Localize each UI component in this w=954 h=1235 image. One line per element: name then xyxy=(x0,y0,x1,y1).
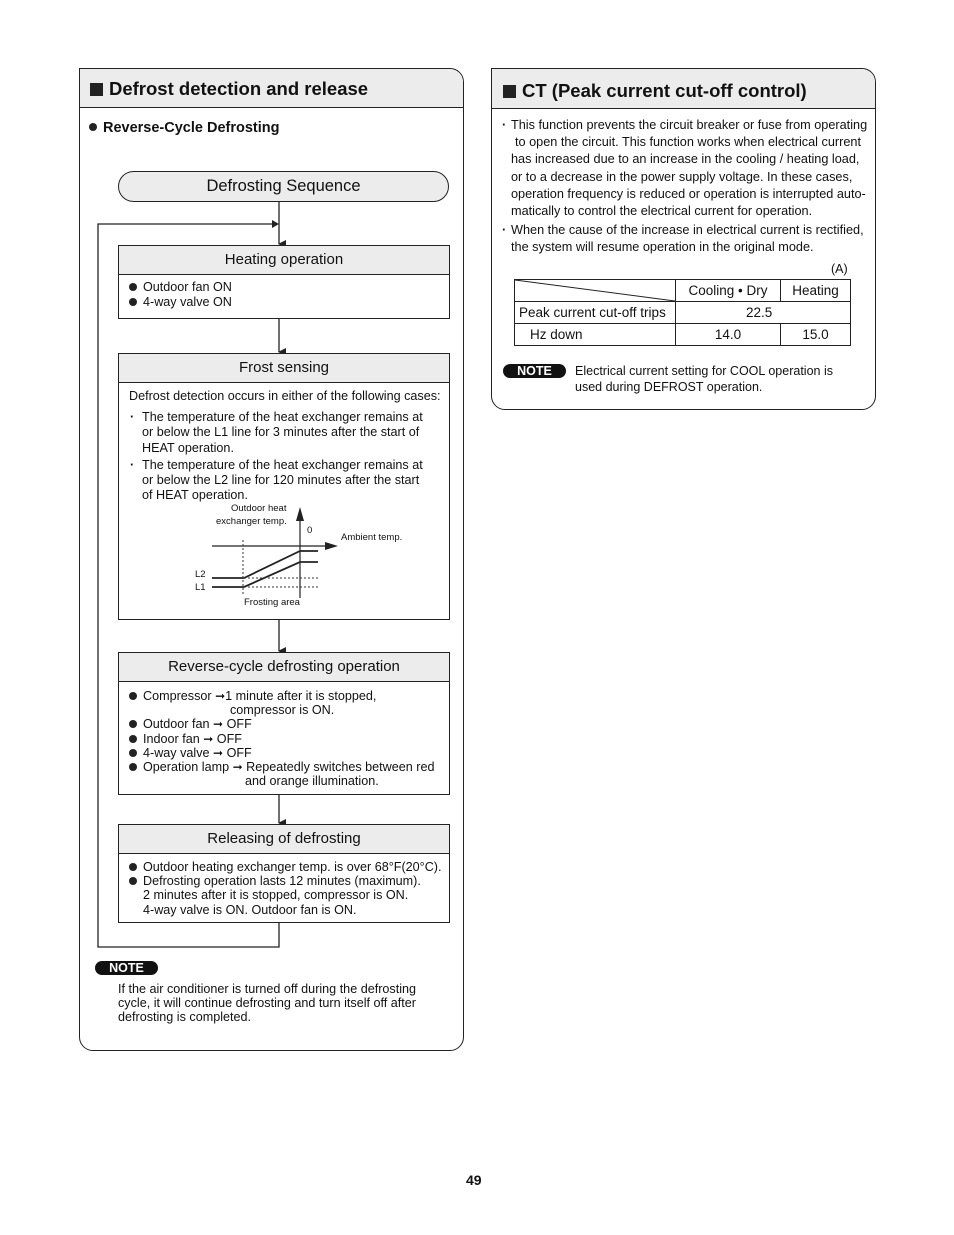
note-badge: NOTE xyxy=(503,364,566,378)
heating-operation-title: Heating operation xyxy=(119,246,449,275)
valve-item: 4-way valve ➞ OFF xyxy=(129,746,449,760)
graph-ylabel-2: exchanger temp. xyxy=(216,516,287,527)
table-row xyxy=(515,324,851,346)
defrost-note: If the air conditioner is turned off during the defrosting cycle, it will continue defrosting and turn itself off after defrosting is completed. xyxy=(118,982,417,1025)
release-title: Releasing of defrosting xyxy=(119,825,449,854)
ct-note: Electrical current setting for COOL operation is used during DEFROST operation. xyxy=(575,364,833,394)
heating-item: Outdoor fan ON xyxy=(129,280,449,294)
hz-down-heating-value: 15.0 xyxy=(781,324,851,346)
ct-description xyxy=(501,117,867,257)
compressor-item-cont: compressor is ON. xyxy=(230,703,335,718)
arrow-right-icon: ➞ xyxy=(203,731,214,746)
operation-lamp-item: Operation lamp ➞ Repeatedly switches between red xyxy=(129,760,449,774)
table-corner-cell xyxy=(515,280,676,302)
release-item-2-line2: 2 minutes after it is stopped, compressor is ON. xyxy=(143,888,409,903)
release-item-2: Defrosting operation lasts 12 minutes (maximum). xyxy=(129,874,449,888)
row-label-peak-trips: Peak current cut-off trips xyxy=(515,302,676,324)
graph-l1-label: L1 xyxy=(195,582,206,593)
reverse-cycle-box xyxy=(118,652,450,795)
sequence-label: Defrosting Sequence xyxy=(118,171,449,202)
l1-line xyxy=(212,562,318,587)
indoor-fan-item: Indoor fan ➞ OFF xyxy=(129,732,449,746)
graph-zero: 0 xyxy=(307,525,313,536)
arrow-right-icon: ➞ xyxy=(213,717,224,732)
diagonal-line xyxy=(515,280,675,301)
release-item-2-line3: 4-way valve is ON. Outdoor fan is ON. xyxy=(143,902,357,917)
ct-panel-header xyxy=(492,69,875,109)
graph-xlabel: Ambient temp. xyxy=(341,532,403,543)
heating-item: 4-way valve ON xyxy=(129,295,449,309)
release-item-1: Outdoor heating exchanger temp. is over 68°F(20°C). xyxy=(129,860,449,874)
frost-case-1: · The temperature of the heat exchanger remains at or below the L1 line for 3 minutes after the start of HEAT operation. xyxy=(129,410,449,455)
frost-sensing-title: Frost sensing xyxy=(119,354,449,383)
compressor-item: Compressor ➞1 minute after it is stopped, xyxy=(129,689,449,703)
graph-frosting-area: Frosting area xyxy=(244,597,300,608)
ct-table xyxy=(514,279,851,346)
operation-lamp-cont: and orange illumination. xyxy=(245,774,379,789)
page-number: 49 xyxy=(466,1172,482,1188)
outdoor-fan-item: Outdoor fan ➞ OFF xyxy=(129,717,449,731)
release-box xyxy=(118,824,450,923)
ct-unit: (A) xyxy=(831,262,848,276)
graph-ylabel-1: Outdoor heat xyxy=(231,503,287,514)
arrow-right-icon: ➞ xyxy=(215,689,226,703)
reverse-cycle-title: Reverse-cycle defrosting operation xyxy=(119,653,449,682)
arrow-right-icon: ➞ xyxy=(232,760,243,775)
hz-down-cooling-value: 14.0 xyxy=(676,324,781,346)
frost-case-2: · The temperature of the heat exchanger remains at or below the L2 line for 120 minutes after the start of HEAT operation. xyxy=(129,458,449,503)
graph-l2-label: L2 xyxy=(195,569,206,580)
l2-line xyxy=(212,551,318,578)
header-heating: Heating xyxy=(781,280,851,302)
header-cooling-dry: Cooling • Dry xyxy=(676,280,781,302)
frost-intro: Defrost detection occurs in either of the following cases: xyxy=(129,389,441,403)
graph-x-arrow xyxy=(325,542,338,550)
table-row xyxy=(515,280,851,302)
row-label-hz-down: Hz down xyxy=(515,324,676,346)
ct-paragraph-2: · When the cause of the increase in electrical current is rectified, the system will resume operation in the original mode. xyxy=(501,222,867,256)
peak-trips-value: 22.5 xyxy=(676,302,851,324)
graph-y-arrow xyxy=(296,507,304,521)
ct-panel-title: CT (Peak current cut-off control) xyxy=(503,80,807,102)
note-badge: NOTE xyxy=(95,961,158,975)
arrow-right-icon: ➞ xyxy=(213,745,224,760)
table-row xyxy=(515,302,851,324)
square-bullet-icon xyxy=(503,85,516,98)
reverse-cycle-subheading: Reverse-Cycle Defrosting xyxy=(89,120,280,136)
ct-paragraph-1: · This function prevents the circuit breaker or fuse from operating to open the circuit. This function works when electrical current has increased due to an increase in the cooling / heating load, or to a decrease in the power supply voltage. In these cases, operation frequency is reduced or operation is interrupted auto- matically to control the electrical current for operation. xyxy=(501,117,867,220)
defrost-panel-title: Defrost detection and release xyxy=(90,78,368,100)
